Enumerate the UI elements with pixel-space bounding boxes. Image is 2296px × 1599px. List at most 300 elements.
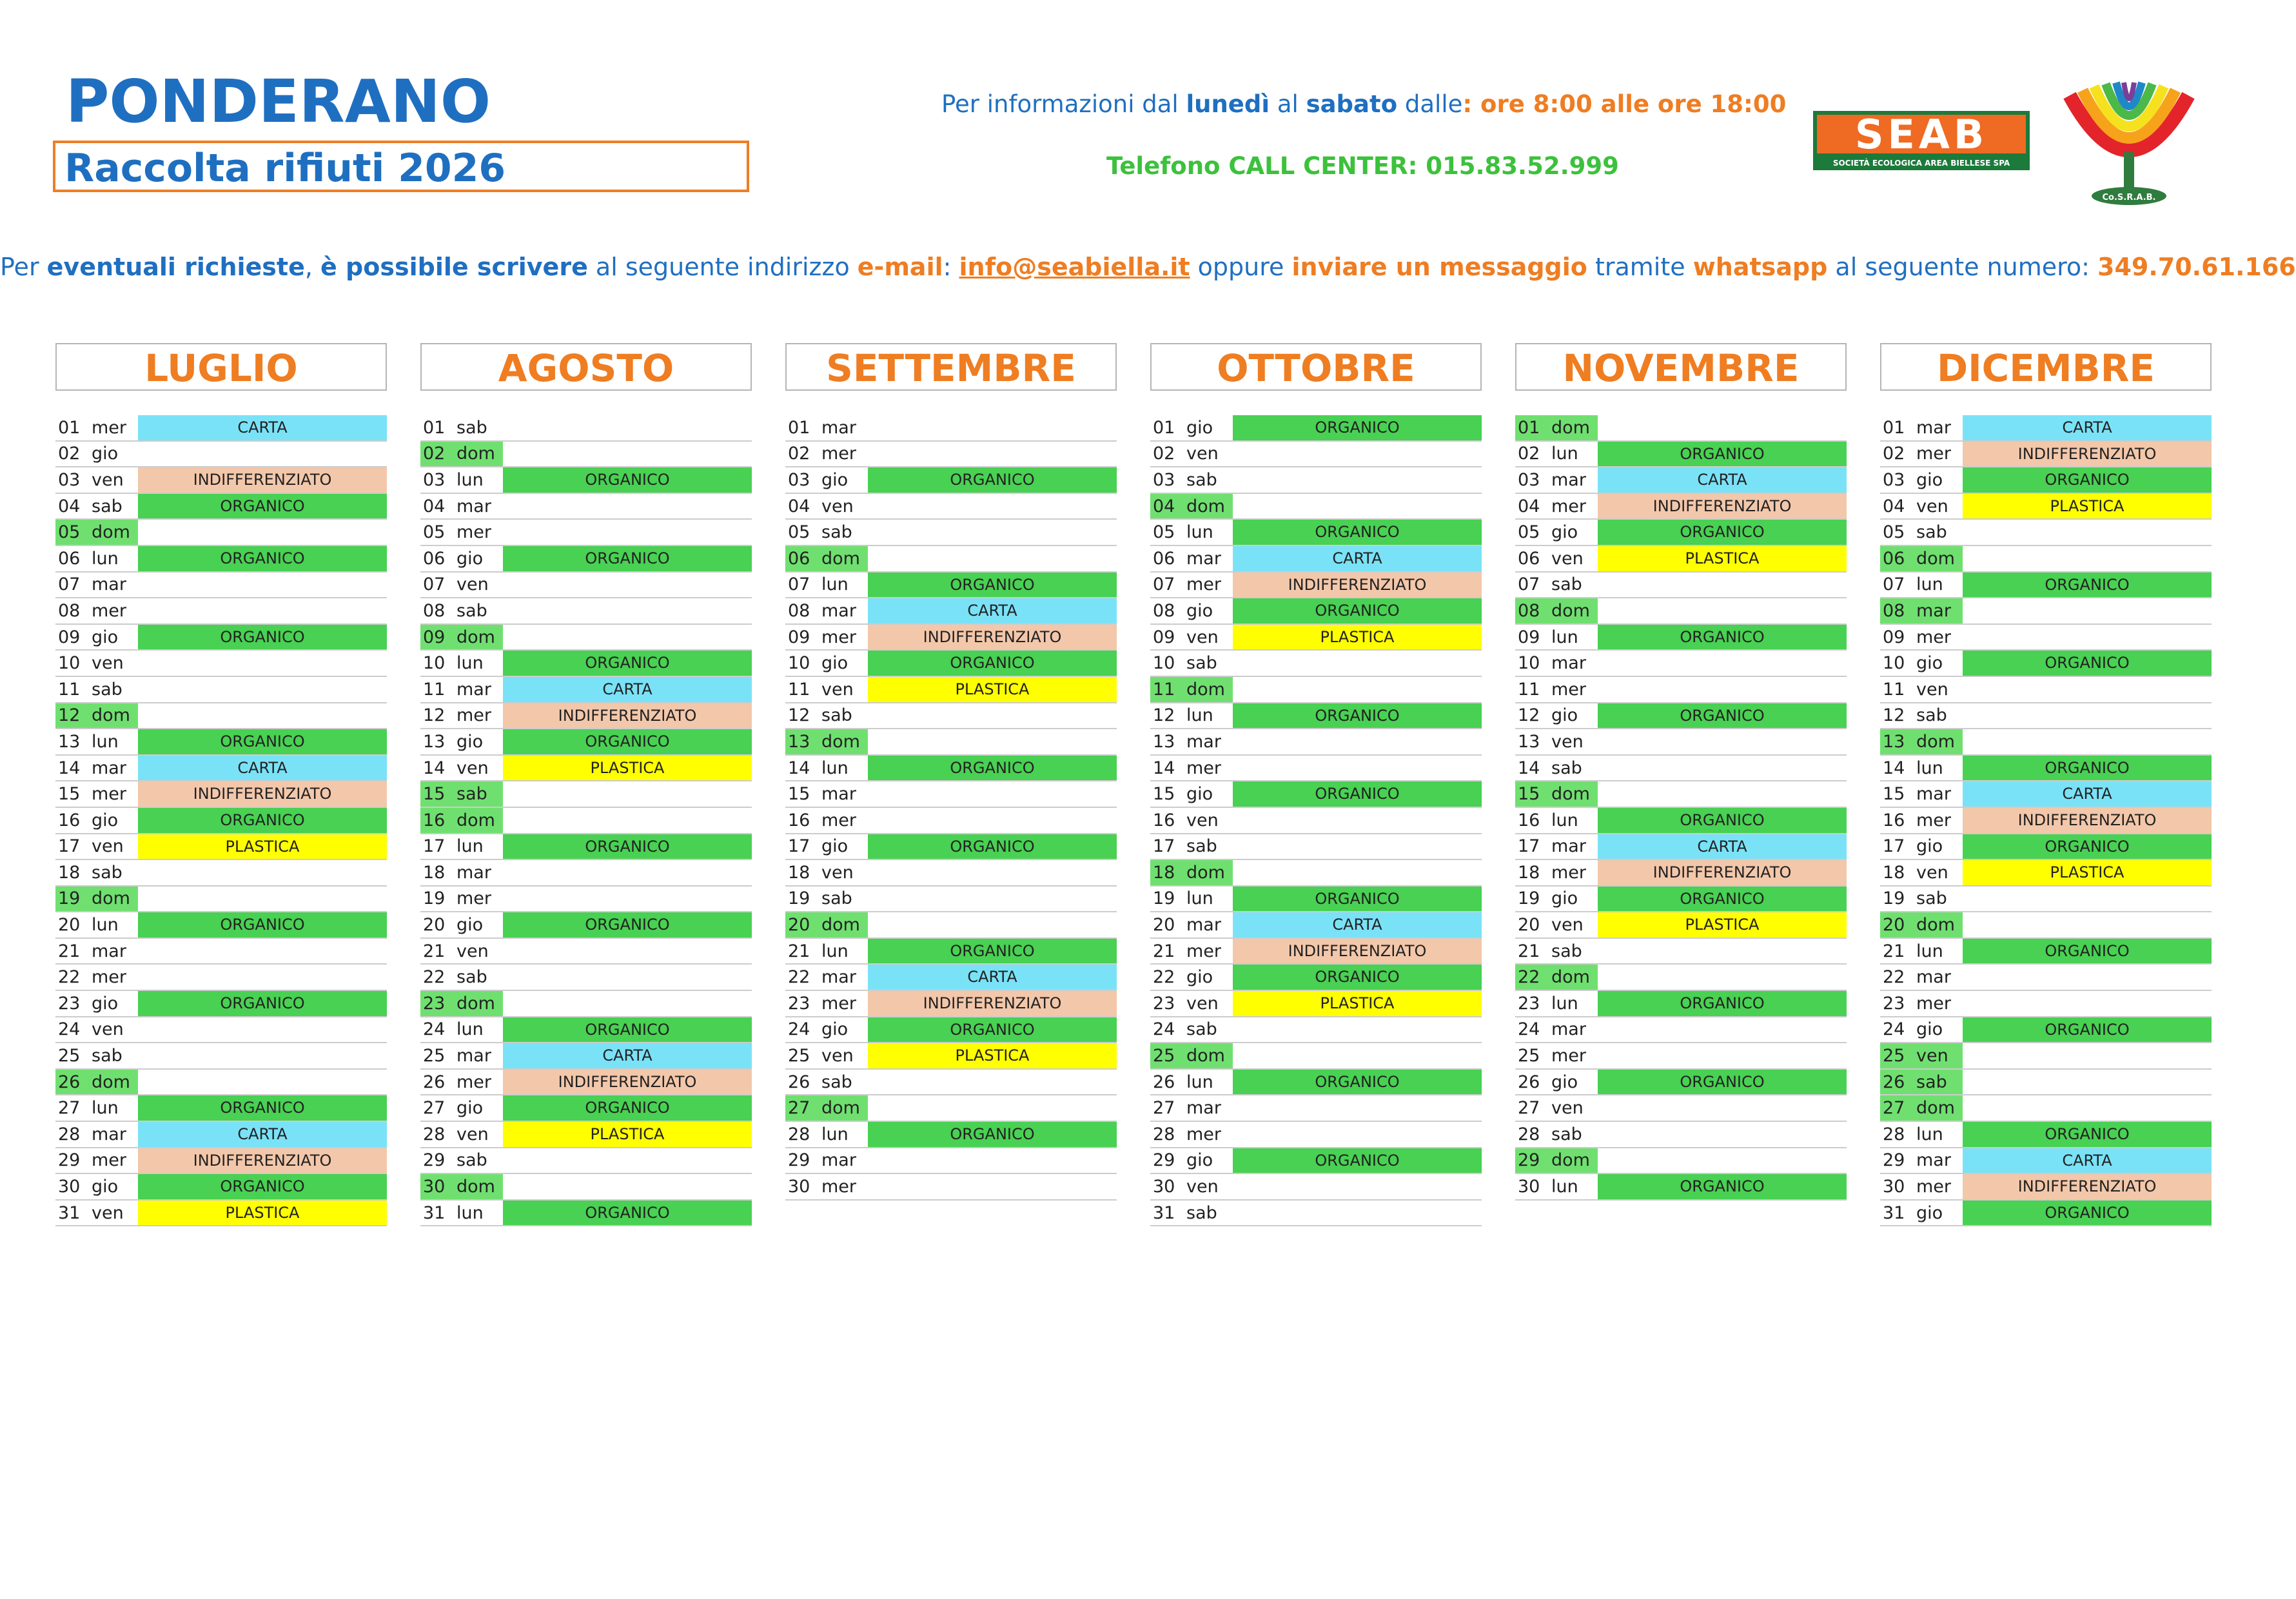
- waste-type: ORGANICO: [868, 651, 1117, 676]
- day-cell: [420, 1122, 503, 1147]
- weekday: mer: [1916, 810, 1952, 830]
- weekday: gio: [1916, 836, 1943, 857]
- weekday: mar: [92, 941, 126, 961]
- day-number: 20: [1153, 915, 1175, 936]
- day-row: [785, 1017, 1117, 1044]
- day-number: 17: [1518, 836, 1540, 857]
- day-number: 30: [788, 1177, 810, 1197]
- waste-type: [1963, 991, 2212, 1016]
- waste-type: ORGANICO: [1598, 442, 1847, 467]
- day-number: 21: [1518, 941, 1540, 961]
- day-row: [55, 677, 387, 703]
- weekday: lun: [1916, 941, 1943, 961]
- day-number: 24: [1153, 1019, 1175, 1040]
- day-number: 01: [1518, 417, 1540, 438]
- day-number: 08: [58, 600, 81, 621]
- day-number: 05: [1518, 522, 1540, 543]
- waste-type: [1598, 677, 1847, 702]
- waste-type: ORGANICO: [1963, 834, 2212, 859]
- day-number: 02: [1153, 444, 1175, 464]
- weekday: ven: [92, 1019, 124, 1040]
- weekday: sab: [92, 1046, 123, 1066]
- day-cell: [785, 1017, 868, 1043]
- weekday: ven: [1186, 810, 1219, 830]
- weekday: ven: [1916, 862, 1948, 883]
- waste-type: [503, 1174, 752, 1199]
- weekday: dom: [456, 1177, 495, 1197]
- day-number: 28: [1883, 1124, 1905, 1144]
- weekday: lun: [821, 758, 849, 778]
- waste-type: [1963, 520, 2212, 545]
- day-number: 15: [788, 784, 810, 805]
- day-cell: [55, 781, 138, 807]
- day-number: 19: [1883, 888, 1905, 909]
- day-row: [785, 834, 1117, 861]
- day-row: [785, 598, 1117, 625]
- weekday: gio: [1916, 1019, 1943, 1040]
- weekday: dom: [1551, 417, 1590, 438]
- day-number: 27: [423, 1098, 446, 1119]
- day-number: 20: [1518, 915, 1540, 936]
- day-row: [785, 415, 1117, 442]
- weekday: gio: [1186, 417, 1213, 438]
- waste-type: [1233, 808, 1482, 833]
- weekday: sab: [92, 496, 123, 516]
- day-cell: [420, 1017, 503, 1043]
- day-cell: [1515, 756, 1598, 781]
- weekday: sab: [1186, 1202, 1217, 1223]
- waste-type: [138, 1043, 387, 1068]
- waste-type: [1233, 467, 1482, 493]
- day-number: 26: [1153, 1072, 1175, 1092]
- weekday: mar: [1551, 1019, 1586, 1040]
- day-row: [1150, 1017, 1482, 1044]
- day-row: [1515, 912, 1847, 939]
- day-number: 25: [423, 1046, 446, 1066]
- waste-type: CARTA: [868, 965, 1117, 990]
- day-cell: [785, 1095, 868, 1121]
- day-row: [55, 1122, 387, 1148]
- day-row: [420, 887, 752, 913]
- day-row: [1515, 991, 1847, 1017]
- waste-type: ORGANICO: [1598, 1174, 1847, 1199]
- day-cell: [1880, 912, 1963, 937]
- day-row: [55, 467, 387, 494]
- day-cell: [1880, 467, 1963, 493]
- day-cell: [420, 860, 503, 885]
- day-row: [785, 729, 1117, 756]
- waste-type: [1233, 1017, 1482, 1043]
- day-number: 02: [1883, 444, 1905, 464]
- day-cell: [420, 415, 503, 440]
- waste-type: CARTA: [1963, 415, 2212, 440]
- day-row: [1880, 1017, 2212, 1044]
- waste-type: PLASTICA: [1598, 546, 1847, 571]
- day-row: [1150, 703, 1482, 730]
- day-number: 18: [1153, 862, 1175, 883]
- waste-type: [1233, 677, 1482, 702]
- svg-text:Co.S.R.A.B.: Co.S.R.A.B.: [2102, 193, 2156, 202]
- day-number: 19: [1153, 888, 1175, 909]
- day-row: [1880, 887, 2212, 913]
- waste-type: ORGANICO: [138, 625, 387, 650]
- day-row: [1150, 756, 1482, 782]
- day-cell: [785, 756, 868, 781]
- day-row: [1880, 729, 2212, 756]
- waste-type: [138, 965, 387, 990]
- waste-type: [868, 442, 1117, 467]
- day-cell: [1880, 442, 1963, 467]
- day-cell: [1880, 808, 1963, 833]
- day-cell: [1515, 1148, 1598, 1173]
- day-cell: [1515, 1122, 1598, 1147]
- waste-type: ORGANICO: [1233, 703, 1482, 729]
- day-row: [55, 860, 387, 887]
- weekday: gio: [92, 810, 119, 830]
- day-row: [420, 1070, 752, 1096]
- day-cell: [1515, 965, 1598, 990]
- day-cell: [1150, 1174, 1233, 1199]
- day-cell: [1150, 520, 1233, 545]
- day-number: 26: [58, 1072, 81, 1092]
- weekday: ven: [1551, 1098, 1584, 1119]
- waste-type: [1963, 965, 2212, 990]
- day-cell: [1150, 1122, 1233, 1147]
- weekday: mer: [92, 417, 127, 438]
- day-cell: [55, 1201, 138, 1226]
- waste-type: PLASTICA: [138, 834, 387, 859]
- day-number: 12: [58, 705, 81, 726]
- day-row: [420, 781, 752, 808]
- weekday: dom: [1916, 1098, 1955, 1119]
- day-number: 13: [1883, 731, 1905, 752]
- day-row: [1150, 1174, 1482, 1201]
- day-row: [785, 651, 1117, 677]
- day-number: 06: [1883, 548, 1905, 569]
- day-number: 12: [788, 705, 810, 726]
- day-row: [1515, 703, 1847, 730]
- day-row: [785, 1070, 1117, 1096]
- day-row: [55, 887, 387, 913]
- day-cell: [1880, 965, 1963, 990]
- day-cell: [420, 703, 503, 729]
- waste-type: [868, 415, 1117, 440]
- day-cell: [785, 939, 868, 964]
- day-number: 03: [788, 469, 810, 490]
- day-row: [1150, 651, 1482, 677]
- weekday: sab: [821, 888, 852, 909]
- day-number: 23: [423, 993, 446, 1014]
- day-number: 19: [423, 888, 446, 909]
- weekday: gio: [1186, 1150, 1213, 1171]
- day-number: 27: [1518, 1098, 1540, 1119]
- waste-type: ORGANICO: [503, 651, 752, 676]
- day-number: 19: [1518, 888, 1540, 909]
- day-number: 09: [58, 627, 81, 647]
- day-cell: [55, 573, 138, 598]
- day-number: 10: [1518, 653, 1540, 674]
- weekday: mar: [1916, 417, 1951, 438]
- weekday: ven: [1551, 915, 1584, 936]
- weekday: gio: [821, 469, 849, 490]
- day-row: [1150, 965, 1482, 991]
- weekday: dom: [1186, 1046, 1225, 1066]
- waste-type: [868, 912, 1117, 937]
- day-number: 30: [1883, 1177, 1905, 1197]
- waste-type: ORGANICO: [503, 1095, 752, 1121]
- weekday: lun: [456, 1019, 484, 1040]
- day-row: [785, 781, 1117, 808]
- day-number: 29: [788, 1150, 810, 1171]
- waste-type: [1963, 729, 2212, 754]
- day-cell: [1880, 703, 1963, 729]
- waste-type: [1233, 756, 1482, 781]
- day-cell: [1150, 1148, 1233, 1173]
- day-row: [420, 756, 752, 782]
- day-number: 27: [58, 1098, 81, 1119]
- day-cell: [55, 442, 138, 467]
- day-number: 30: [423, 1177, 446, 1197]
- day-cell: [55, 494, 138, 519]
- day-number: 25: [58, 1046, 81, 1066]
- day-cell: [1880, 1043, 1963, 1068]
- weekday: lun: [1916, 1124, 1943, 1144]
- waste-type: ORGANICO: [1598, 991, 1847, 1016]
- weekday: gio: [456, 915, 484, 936]
- waste-type: [1233, 1201, 1482, 1226]
- whatsapp-number: 349.70.61.166: [2097, 253, 2296, 281]
- weekday: dom: [821, 915, 860, 936]
- day-row: [1515, 467, 1847, 494]
- day-cell: [55, 467, 138, 493]
- weekday: sab: [1186, 836, 1217, 857]
- cosrab-logo: [2057, 76, 2201, 213]
- day-cell: [1880, 546, 1963, 571]
- day-row: [55, 756, 387, 782]
- waste-type: INDIFFERENZIATO: [1598, 860, 1847, 885]
- day-row: [420, 494, 752, 520]
- day-number: 14: [1883, 758, 1905, 778]
- day-cell: [55, 965, 138, 990]
- weekday: mar: [1186, 731, 1221, 752]
- day-cell: [55, 1095, 138, 1121]
- day-row: [420, 965, 752, 991]
- waste-type: [1598, 651, 1847, 676]
- waste-type: INDIFFERENZIATO: [1598, 494, 1847, 519]
- waste-type: ORGANICO: [1233, 415, 1482, 440]
- day-row: [55, 1043, 387, 1070]
- day-number: 07: [1153, 574, 1175, 595]
- weekday: dom: [1916, 731, 1955, 752]
- waste-type: PLASTICA: [503, 1122, 752, 1147]
- day-row: [785, 991, 1117, 1017]
- day-number: 19: [58, 888, 81, 909]
- day-number: 22: [58, 967, 81, 988]
- day-row: [1515, 965, 1847, 991]
- day-number: 26: [1518, 1072, 1540, 1092]
- day-cell: [1880, 520, 1963, 545]
- waste-type: [503, 573, 752, 598]
- day-row: [1515, 860, 1847, 887]
- weekday: mar: [1186, 915, 1221, 936]
- weekday: sab: [1186, 469, 1217, 490]
- weekday: ven: [456, 758, 489, 778]
- day-number: 25: [788, 1046, 810, 1066]
- day-row: [785, 1148, 1117, 1175]
- day-number: 09: [423, 627, 446, 647]
- day-number: 09: [1153, 627, 1175, 647]
- day-cell: [420, 939, 503, 964]
- day-row: [420, 1174, 752, 1201]
- day-cell: [55, 991, 138, 1016]
- weekday: mar: [1186, 1098, 1221, 1119]
- weekday: mer: [1186, 1124, 1222, 1144]
- day-row: [785, 625, 1117, 651]
- day-number: 19: [788, 888, 810, 909]
- day-number: 23: [1153, 993, 1175, 1014]
- day-cell: [420, 808, 503, 833]
- weekday: lun: [821, 1124, 849, 1144]
- day-row: [1515, 939, 1847, 965]
- day-cell: [55, 1017, 138, 1043]
- weekday: sab: [1551, 574, 1582, 595]
- day-row: [1515, 442, 1847, 468]
- weekday: lun: [1551, 627, 1578, 647]
- day-number: 07: [58, 574, 81, 595]
- waste-type: [138, 442, 387, 467]
- waste-type: PLASTICA: [1598, 912, 1847, 937]
- day-number: 08: [788, 600, 810, 621]
- day-cell: [420, 781, 503, 807]
- waste-type: [503, 781, 752, 807]
- weekday: mar: [821, 967, 856, 988]
- day-cell: [1515, 598, 1598, 623]
- day-number: 04: [1518, 496, 1540, 516]
- waste-type: INDIFFERENZIATO: [868, 625, 1117, 650]
- day-row: [785, 494, 1117, 520]
- day-row: [1515, 651, 1847, 677]
- weekday: sab: [1186, 653, 1217, 674]
- weekday: sab: [1916, 705, 1947, 726]
- day-number: 16: [788, 810, 810, 830]
- weekday: dom: [1551, 1150, 1590, 1171]
- weekday: sab: [456, 600, 487, 621]
- day-row: [785, 1174, 1117, 1201]
- weekday: dom: [1186, 862, 1225, 883]
- day-number: 01: [788, 417, 810, 438]
- waste-type: [1963, 598, 2212, 623]
- weekday: gio: [92, 1177, 119, 1197]
- weekday: gio: [1186, 600, 1213, 621]
- day-number: 10: [788, 653, 810, 674]
- weekday: mer: [821, 993, 857, 1014]
- weekday: lun: [456, 469, 484, 490]
- weekday: sab: [1916, 522, 1947, 543]
- day-row: [1880, 1122, 2212, 1148]
- waste-type: PLASTICA: [1233, 991, 1482, 1016]
- waste-type: ORGANICO: [1963, 1122, 2212, 1147]
- day-row: [55, 1070, 387, 1096]
- day-row: [55, 442, 387, 468]
- waste-type: ORGANICO: [1963, 1201, 2212, 1226]
- waste-type: [503, 860, 752, 885]
- day-row: [1880, 912, 2212, 939]
- day-cell: [1515, 1070, 1598, 1095]
- waste-type: CARTA: [1963, 1148, 2212, 1173]
- weekday: mar: [456, 496, 491, 516]
- day-row: [1880, 677, 2212, 703]
- waste-type: INDIFFERENZIATO: [868, 991, 1117, 1016]
- day-number: 25: [1153, 1046, 1175, 1066]
- day-number: 21: [788, 941, 810, 961]
- waste-type: ORGANICO: [503, 467, 752, 493]
- weekday: gio: [92, 444, 119, 464]
- day-row: [785, 467, 1117, 494]
- waste-type: [503, 991, 752, 1016]
- weekday: sab: [821, 705, 852, 726]
- day-row: [1515, 1017, 1847, 1044]
- day-row: [1150, 1148, 1482, 1175]
- day-cell: [1150, 703, 1233, 729]
- day-number: 17: [58, 836, 81, 857]
- day-number: 09: [788, 627, 810, 647]
- day-row: [420, 834, 752, 861]
- day-number: 10: [1883, 653, 1905, 674]
- weekday: mer: [92, 784, 127, 805]
- email-link[interactable]: info@seabiella.it: [959, 253, 1190, 281]
- day-cell: [1515, 573, 1598, 598]
- day-cell: [785, 912, 868, 937]
- day-cell: [1150, 1095, 1233, 1121]
- day-cell: [1880, 756, 1963, 781]
- day-cell: [420, 1201, 503, 1226]
- day-number: 16: [1518, 810, 1540, 830]
- waste-type: ORGANICO: [1963, 651, 2212, 676]
- day-cell: [1150, 808, 1233, 833]
- day-number: 09: [1518, 627, 1540, 647]
- waste-type: ORGANICO: [138, 808, 387, 833]
- weekday: ven: [456, 941, 489, 961]
- day-number: 16: [423, 810, 446, 830]
- day-cell: [1150, 939, 1233, 964]
- day-number: 15: [423, 784, 446, 805]
- day-cell: [1150, 756, 1233, 781]
- waste-type: ORGANICO: [1233, 520, 1482, 545]
- day-cell: [420, 546, 503, 571]
- weekday: lun: [821, 574, 849, 595]
- day-row: [55, 1095, 387, 1122]
- waste-type: PLASTICA: [868, 677, 1117, 702]
- day-cell: [55, 520, 138, 545]
- weekday: ven: [92, 836, 124, 857]
- day-row: [55, 808, 387, 834]
- day-cell: [1880, 677, 1963, 702]
- weekday: gio: [1186, 784, 1213, 805]
- waste-type: INDIFFERENZIATO: [1963, 442, 2212, 467]
- day-row: [55, 991, 387, 1017]
- weekday: mer: [456, 705, 492, 726]
- day-number: 13: [788, 731, 810, 752]
- day-row: [1880, 808, 2212, 834]
- weekday: dom: [821, 548, 860, 569]
- day-number: 15: [58, 784, 81, 805]
- day-number: 01: [423, 417, 446, 438]
- waste-type: [1233, 729, 1482, 754]
- weekday: lun: [1186, 705, 1213, 726]
- weekday: ven: [1186, 627, 1219, 647]
- waste-type: ORGANICO: [503, 729, 752, 754]
- month-ottobre: [1150, 343, 1482, 1226]
